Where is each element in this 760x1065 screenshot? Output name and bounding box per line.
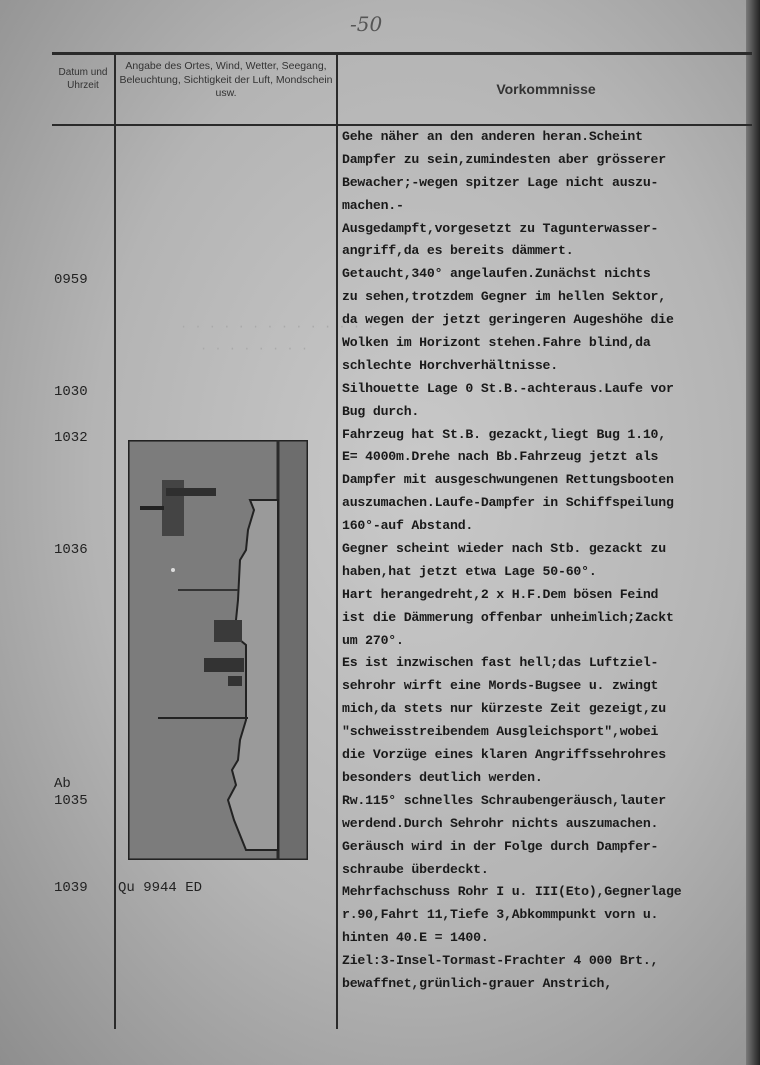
event-line: haben,hat jetzt etwa Lage 50-60°. — [342, 563, 597, 579]
event-line: Getaucht,340° angelaufen.Zunächst nichts — [342, 266, 651, 282]
event-line: ist die Dämmerung offenbar unheimlich;Zackt — [342, 609, 674, 625]
header-location-weather: Angabe des Ortes, Wind, Wetter, Seegang, Beleuchtung, Sichtigkeit der Luft, Mondschein usw. — [119, 60, 333, 100]
event-line: da wegen der jetzt geringeren Augeshöhe die — [342, 312, 674, 328]
event-line: besonders deutlich werden. — [342, 769, 543, 785]
event-line: Es ist inzwischen fast hell;das Luftziel- — [342, 655, 659, 671]
event-line: angriff,da es bereits dämmert. — [342, 243, 574, 259]
event-line: Rw.115° schnelles Schraubengeräusch,lauter — [342, 792, 666, 808]
event-line: Mehrfachschuss Rohr I u. III(Eto),Gegnerlage — [342, 884, 682, 900]
event-line: Dampfer mit ausgeschwungenen Rettungsbooten — [342, 472, 674, 488]
event-line: r.90,Fahrt 11,Tiefe 3,Abkommpunkt vorn u. — [342, 907, 659, 923]
event-line: Wolken im Horizont stehen.Fahre blind,da — [342, 335, 651, 351]
event-line: um 270°. — [342, 632, 404, 648]
table-top-rule — [52, 52, 752, 55]
event-line: zu sehen,trotzdem Gegner im hellen Sektor, — [342, 289, 666, 305]
time-1036: 1036 — [54, 542, 88, 558]
event-line: "schweisstreibendem Ausgleichsport",wobei — [342, 724, 659, 740]
faded-mark: · · · · · · · · · · · · · · — [180, 320, 375, 334]
faded-mark: · · · · · · · · — [200, 342, 309, 356]
event-line: Gehe näher an den anderen heran.Scheint — [342, 129, 643, 144]
event-line: auszumachen.Laufe-Dampfer in Schiffspeilung — [342, 495, 674, 511]
time-1035: 1035 — [54, 793, 88, 809]
time-1032: 1032 — [54, 430, 88, 446]
event-line: Ausgedampft,vorgesetzt zu Tagunterwasser- — [342, 220, 659, 236]
event-line: Dampfer zu sein,zumindesten aber grösserer — [342, 151, 666, 167]
event-line: hinten 40.E = 1400. — [342, 930, 489, 946]
event-line: sehrohr wirft eine Mords-Bugsee u. zwingt — [342, 678, 659, 694]
event-line: mich,da stets nur kürzeste Zeit gezeigt,zu — [342, 701, 666, 717]
event-line: Geräusch wird in der Folge durch Dampfer- — [342, 838, 659, 854]
time-ab-label: Ab — [54, 776, 71, 792]
event-line: Fahrzeug hat St.B. gezackt,liegt Bug 1.10, — [342, 426, 666, 442]
header-events: Vorkommnisse — [496, 81, 596, 97]
event-line: machen.- — [342, 197, 404, 213]
header-date-time: Datum und Uhrzeit — [58, 67, 108, 91]
column-divider-2 — [336, 54, 338, 1029]
event-line: E= 4000m.Drehe nach Bb.Fahrzeug jetzt als — [342, 449, 659, 465]
event-line: bewaffnet,grünlich-grauer Anstrich, — [342, 975, 612, 991]
time-1030: 1030 — [54, 384, 88, 400]
events-text-column — [342, 126, 750, 996]
event-line: Bug durch. — [342, 403, 420, 419]
event-line: Gegner scheint wieder nach Stb. gezackt zu — [342, 541, 666, 557]
time-1039: 1039 — [54, 880, 88, 896]
event-line: 160°-auf Abstand. — [342, 518, 474, 534]
event-line: Ziel:3-Insel-Tormast-Frachter 4 000 Brt., — [342, 953, 659, 969]
time-0959: 0959 — [54, 272, 88, 288]
event-line: schlechte Horchverhältnisse. — [342, 357, 558, 373]
event-line: Hart herangedreht,2 x H.F.Dem bösen Feind — [342, 586, 659, 602]
event-line: Silhouette Lage 0 St.B.-achteraus.Laufe vor — [342, 380, 674, 396]
ship-silhouette-photo — [128, 440, 308, 860]
position-grid-square: Qu 9944 ED — [118, 880, 203, 896]
column-divider-1 — [114, 54, 116, 1029]
event-line: Bewacher;-wegen spitzer Lage nicht auszu- — [342, 174, 659, 190]
event-line: schraube überdeckt. — [342, 861, 489, 877]
page-number: -50 — [350, 12, 383, 36]
event-line: werdend.Durch Sehrohr nichts auszumachen. — [342, 815, 659, 831]
event-line: die Vorzüge eines klaren Angriffssehrohres — [342, 747, 666, 763]
